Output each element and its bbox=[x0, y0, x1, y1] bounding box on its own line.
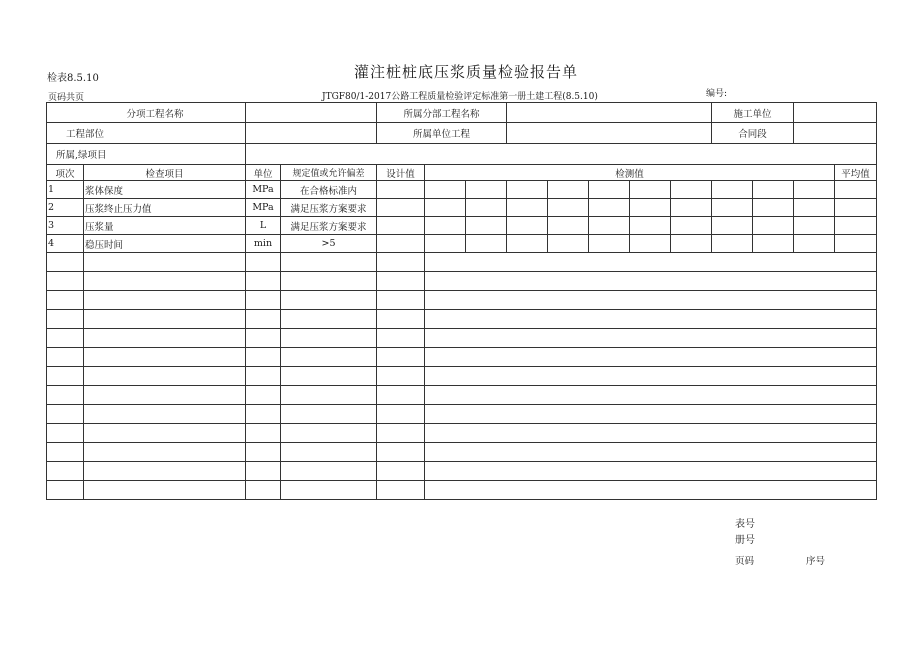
measured-cell[interactable] bbox=[630, 235, 671, 253]
belonging-item-value[interactable] bbox=[246, 144, 877, 165]
blank-cell[interactable] bbox=[425, 462, 877, 481]
blank-cell[interactable] bbox=[84, 272, 246, 291]
measured-cell[interactable] bbox=[466, 235, 507, 253]
contract-section-value[interactable] bbox=[794, 123, 877, 144]
blank-cell[interactable] bbox=[246, 329, 281, 348]
measured-cell[interactable] bbox=[712, 181, 753, 199]
info-row-3 bbox=[47, 144, 877, 165]
blank-row bbox=[47, 272, 877, 291]
blank-cell[interactable] bbox=[281, 272, 377, 291]
unit-project-label: 所属单位工程 bbox=[377, 123, 507, 144]
blank-row bbox=[47, 386, 877, 405]
table-row bbox=[47, 181, 877, 199]
row-3-item-no: 3 bbox=[47, 217, 84, 235]
belonging-item-label: 所属,绿项目 bbox=[56, 150, 107, 161]
blank-cell[interactable] bbox=[47, 386, 84, 405]
row-1-design-value[interactable] bbox=[377, 181, 425, 199]
col-header-spec: 规定值或允许偏差 bbox=[281, 165, 377, 181]
blank-cell[interactable] bbox=[246, 443, 281, 462]
col-header-unit: 单位 bbox=[246, 165, 281, 181]
info-row-1 bbox=[47, 103, 877, 123]
blank-cell[interactable] bbox=[425, 272, 877, 291]
blank-row bbox=[47, 443, 877, 462]
row-1-item-no: 1 bbox=[47, 181, 84, 199]
measured-cell[interactable] bbox=[712, 235, 753, 253]
row-3-design-value[interactable] bbox=[377, 217, 425, 235]
blank-cell[interactable] bbox=[47, 405, 84, 424]
info-row-3-label-cell bbox=[47, 144, 246, 165]
contractor-label: 施工单位 bbox=[712, 103, 794, 123]
row-2-item-no: 2 bbox=[47, 199, 84, 217]
col-header-check-item: 检查项目 bbox=[84, 165, 246, 181]
blank-cell[interactable] bbox=[281, 405, 377, 424]
measured-cell[interactable] bbox=[425, 235, 466, 253]
blank-cell[interactable] bbox=[425, 367, 877, 386]
row-4-item-no: 4 bbox=[47, 235, 84, 253]
measured-cell[interactable] bbox=[753, 235, 794, 253]
blank-cell[interactable] bbox=[84, 310, 246, 329]
blank-cell[interactable] bbox=[425, 253, 877, 272]
measured-cell[interactable] bbox=[589, 181, 630, 199]
blank-cell[interactable] bbox=[84, 367, 246, 386]
blank-cell[interactable] bbox=[84, 462, 246, 481]
blank-cell[interactable] bbox=[246, 272, 281, 291]
serial-number-label: 编号: bbox=[706, 89, 728, 99]
subproject-name-value[interactable] bbox=[246, 103, 377, 123]
blank-cell[interactable] bbox=[246, 386, 281, 405]
sequence-number-label: 序号 bbox=[806, 556, 826, 567]
blank-cell[interactable] bbox=[84, 405, 246, 424]
blank-row bbox=[47, 310, 877, 329]
measured-cell[interactable] bbox=[794, 199, 835, 217]
column-header-row bbox=[47, 165, 877, 181]
blank-cell[interactable] bbox=[377, 386, 425, 405]
average-cell[interactable] bbox=[835, 181, 877, 199]
blank-cell[interactable] bbox=[425, 291, 877, 310]
row-3-unit: L bbox=[246, 217, 281, 235]
blank-cell[interactable] bbox=[377, 367, 425, 386]
blank-cell[interactable] bbox=[281, 348, 377, 367]
measured-cell[interactable] bbox=[548, 181, 589, 199]
inspection-report-table bbox=[46, 102, 877, 500]
measured-cell[interactable] bbox=[425, 199, 466, 217]
blank-row bbox=[47, 348, 877, 367]
blank-cell[interactable] bbox=[377, 348, 425, 367]
row-4-unit: min bbox=[246, 235, 281, 253]
row-1-check-item: 浆体保度 bbox=[84, 181, 246, 199]
blank-cell[interactable] bbox=[377, 443, 425, 462]
measured-cell[interactable] bbox=[589, 199, 630, 217]
measured-cell[interactable] bbox=[712, 199, 753, 217]
blank-cell[interactable] bbox=[84, 348, 246, 367]
form-code: 检表8.5.10 bbox=[47, 73, 99, 84]
blank-cell[interactable] bbox=[377, 405, 425, 424]
blank-cell[interactable] bbox=[246, 462, 281, 481]
row-4-design-value[interactable] bbox=[377, 235, 425, 253]
blank-row bbox=[47, 367, 877, 386]
blank-cell[interactable] bbox=[84, 481, 246, 500]
blank-row bbox=[47, 405, 877, 424]
col-header-average: 平均值 bbox=[835, 165, 877, 181]
blank-cell[interactable] bbox=[47, 348, 84, 367]
info-row-2 bbox=[47, 123, 877, 144]
row-2-design-value[interactable] bbox=[377, 199, 425, 217]
blank-cell[interactable] bbox=[425, 348, 877, 367]
blank-cell[interactable] bbox=[47, 291, 84, 310]
row-2-check-item: 压浆终止压力值 bbox=[84, 199, 246, 217]
table-row bbox=[47, 235, 877, 253]
blank-cell[interactable] bbox=[425, 310, 877, 329]
blank-cell[interactable] bbox=[377, 253, 425, 272]
row-1-spec: 在合格标准内 bbox=[281, 181, 377, 199]
measured-cell[interactable] bbox=[712, 217, 753, 235]
row-2-spec: 满足压浆方案要求 bbox=[281, 199, 377, 217]
blank-cell[interactable] bbox=[47, 462, 84, 481]
measured-cell[interactable] bbox=[753, 181, 794, 199]
blank-cell[interactable] bbox=[425, 386, 877, 405]
col-header-measured-values: 检测值 bbox=[425, 165, 835, 181]
blank-row bbox=[47, 291, 877, 310]
blank-row bbox=[47, 253, 877, 272]
division-name-label: 所属分部工程名称 bbox=[377, 103, 507, 123]
measured-cell[interactable] bbox=[794, 235, 835, 253]
blank-row bbox=[47, 462, 877, 481]
row-1-unit: MPa bbox=[246, 181, 281, 199]
unit-project-value[interactable] bbox=[507, 123, 712, 144]
blank-cell[interactable] bbox=[84, 443, 246, 462]
blank-cell[interactable] bbox=[425, 481, 877, 500]
measured-cell[interactable] bbox=[548, 217, 589, 235]
row-3-check-item: 压浆量 bbox=[84, 217, 246, 235]
measured-cell[interactable] bbox=[507, 199, 548, 217]
blank-cell[interactable] bbox=[47, 424, 84, 443]
blank-cell[interactable] bbox=[425, 329, 877, 348]
measured-cell[interactable] bbox=[671, 199, 712, 217]
blank-cell[interactable] bbox=[84, 291, 246, 310]
row-2-unit: MPa bbox=[246, 199, 281, 217]
location-label: 工程部位 bbox=[66, 129, 105, 140]
blank-cell[interactable] bbox=[425, 424, 877, 443]
book-number-label: 册号 bbox=[735, 535, 755, 546]
blank-row bbox=[47, 481, 877, 500]
col-header-item-no: 项次 bbox=[47, 165, 84, 181]
measured-cell[interactable] bbox=[753, 217, 794, 235]
measured-cell[interactable] bbox=[507, 217, 548, 235]
measured-cell[interactable] bbox=[630, 199, 671, 217]
page-number-label: 页码 bbox=[735, 556, 755, 567]
measured-cell[interactable] bbox=[794, 181, 835, 199]
blank-cell[interactable] bbox=[47, 329, 84, 348]
measured-cell[interactable] bbox=[630, 181, 671, 199]
blank-cell[interactable] bbox=[246, 348, 281, 367]
col-header-design-value: 设计值 bbox=[377, 165, 425, 181]
row-4-spec: >5 bbox=[281, 235, 377, 253]
info-row-2-label-cell bbox=[47, 123, 246, 144]
blank-cell[interactable] bbox=[47, 481, 84, 500]
blank-cell[interactable] bbox=[425, 405, 877, 424]
blank-cell[interactable] bbox=[377, 272, 425, 291]
blank-cell[interactable] bbox=[281, 481, 377, 500]
measured-cell[interactable] bbox=[466, 217, 507, 235]
location-value[interactable] bbox=[246, 123, 377, 144]
blank-cell[interactable] bbox=[377, 424, 425, 443]
page-title: 灌注桩桩底压浆质量检验报告单 bbox=[354, 63, 579, 81]
measured-cell[interactable] bbox=[753, 199, 794, 217]
average-cell[interactable] bbox=[835, 235, 877, 253]
subproject-name-label: 分项工程名称 bbox=[126, 108, 184, 120]
measured-cell[interactable] bbox=[466, 181, 507, 199]
table-row bbox=[47, 217, 877, 235]
blank-cell[interactable] bbox=[246, 424, 281, 443]
page-info: 页码共页 bbox=[48, 93, 85, 103]
measured-cell[interactable] bbox=[425, 181, 466, 199]
blank-cell[interactable] bbox=[246, 291, 281, 310]
measured-cell[interactable] bbox=[466, 199, 507, 217]
table-row bbox=[47, 199, 877, 217]
measured-cell[interactable] bbox=[630, 217, 671, 235]
blank-row bbox=[47, 424, 877, 443]
blank-cell[interactable] bbox=[47, 253, 84, 272]
blank-cell[interactable] bbox=[425, 443, 877, 462]
row-4-check-item: 稳压时间 bbox=[84, 235, 246, 253]
measured-cell[interactable] bbox=[548, 235, 589, 253]
contractor-value[interactable] bbox=[794, 103, 877, 123]
measured-cell[interactable] bbox=[589, 235, 630, 253]
blank-cell[interactable] bbox=[246, 405, 281, 424]
average-cell[interactable] bbox=[835, 217, 877, 235]
blank-cell[interactable] bbox=[281, 367, 377, 386]
blank-cell[interactable] bbox=[84, 329, 246, 348]
blank-cell[interactable] bbox=[47, 367, 84, 386]
measured-cell[interactable] bbox=[507, 181, 548, 199]
blank-cell[interactable] bbox=[281, 386, 377, 405]
blank-cell[interactable] bbox=[281, 462, 377, 481]
blank-cell[interactable] bbox=[281, 443, 377, 462]
division-name-value[interactable] bbox=[507, 103, 712, 123]
blank-cell[interactable] bbox=[246, 367, 281, 386]
blank-cell[interactable] bbox=[246, 481, 281, 500]
measured-cell[interactable] bbox=[671, 181, 712, 199]
info-row-1-label-cell bbox=[47, 103, 246, 123]
blank-cell[interactable] bbox=[281, 424, 377, 443]
measured-cell[interactable] bbox=[548, 199, 589, 217]
measured-cell[interactable] bbox=[425, 217, 466, 235]
blank-cell[interactable] bbox=[281, 329, 377, 348]
blank-cell[interactable] bbox=[47, 272, 84, 291]
measured-cell[interactable] bbox=[507, 235, 548, 253]
table-number-label: 表号 bbox=[735, 519, 755, 530]
blank-cell[interactable] bbox=[84, 386, 246, 405]
standard-reference: JTGF80/1-2017公路工程质量检验评定标准第一册土建工程(8.5.10) bbox=[322, 92, 598, 102]
blank-cell[interactable] bbox=[246, 253, 281, 272]
measured-cell[interactable] bbox=[671, 235, 712, 253]
blank-row bbox=[47, 329, 877, 348]
row-3-spec: 满足压浆方案要求 bbox=[281, 217, 377, 235]
measured-cell[interactable] bbox=[671, 217, 712, 235]
blank-cell[interactable] bbox=[377, 462, 425, 481]
blank-cell[interactable] bbox=[84, 253, 246, 272]
contract-section-label: 合同段 bbox=[712, 123, 794, 144]
blank-cell[interactable] bbox=[47, 310, 84, 329]
blank-cell[interactable] bbox=[377, 329, 425, 348]
measured-cell[interactable] bbox=[589, 217, 630, 235]
blank-cell[interactable] bbox=[281, 291, 377, 310]
blank-cell[interactable] bbox=[377, 310, 425, 329]
blank-cell[interactable] bbox=[281, 253, 377, 272]
blank-cell[interactable] bbox=[47, 443, 84, 462]
blank-cell[interactable] bbox=[377, 291, 425, 310]
blank-cell[interactable] bbox=[281, 310, 377, 329]
blank-cell[interactable] bbox=[246, 310, 281, 329]
measured-cell[interactable] bbox=[794, 217, 835, 235]
blank-cell[interactable] bbox=[377, 481, 425, 500]
blank-cell[interactable] bbox=[84, 424, 246, 443]
average-cell[interactable] bbox=[835, 199, 877, 217]
